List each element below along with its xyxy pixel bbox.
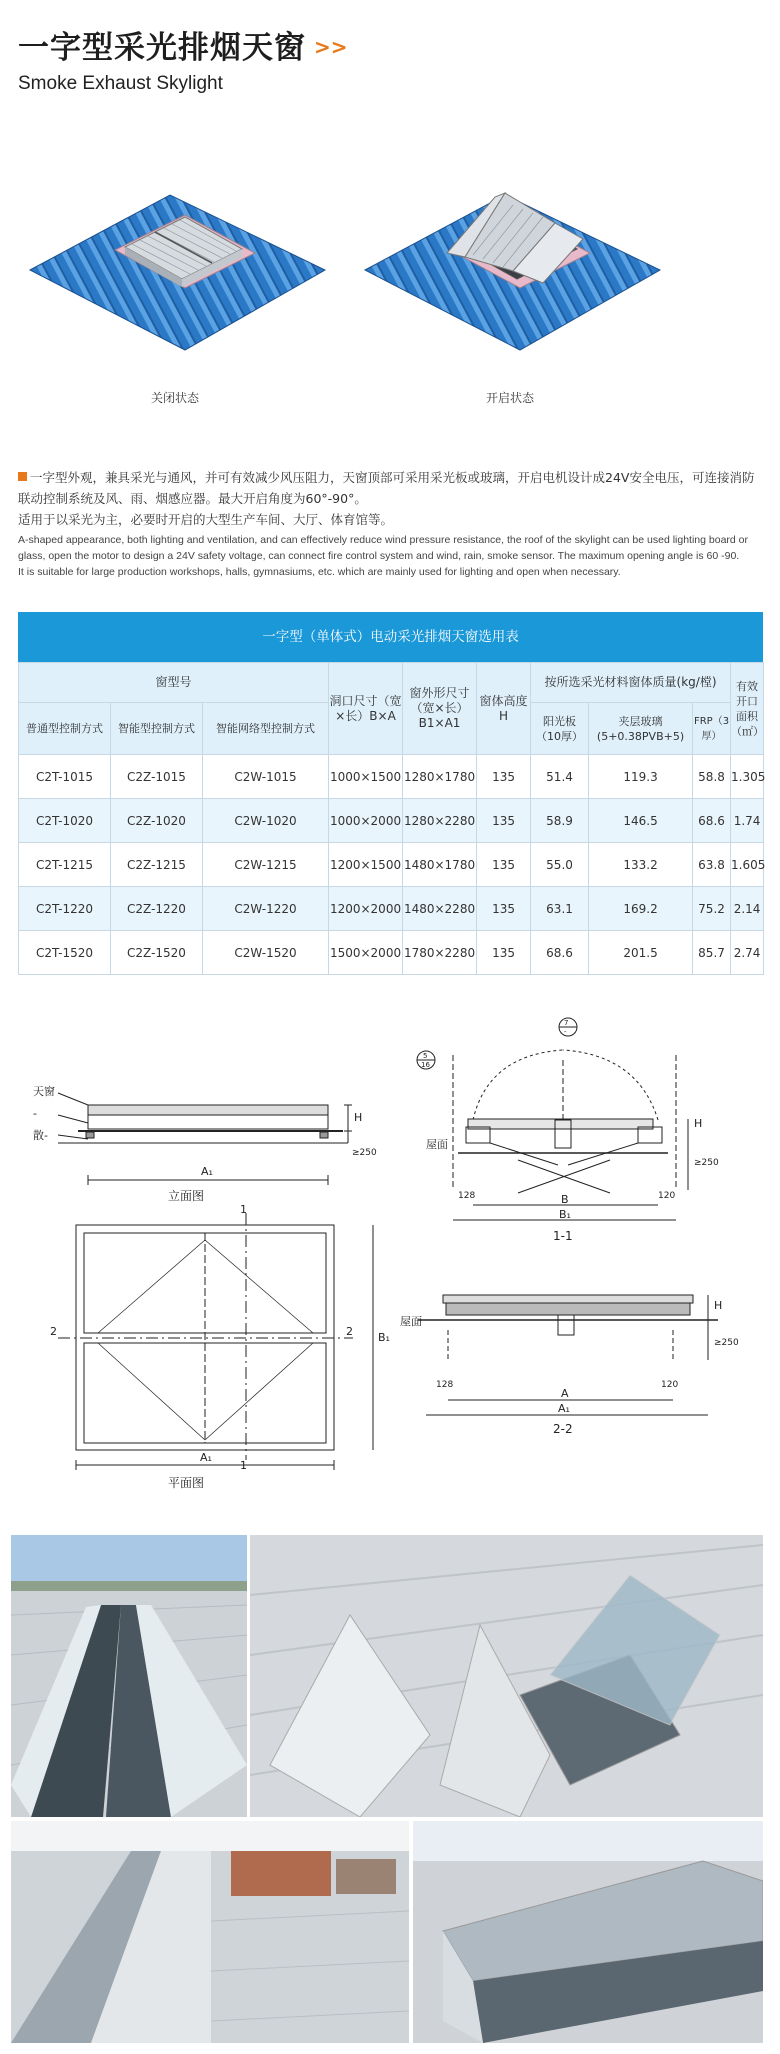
- plan-mark-1-top: 1: [240, 1203, 247, 1216]
- section11-dim-250: ≥250: [694, 1158, 719, 1168]
- col-network: 智能网络型控制方式: [203, 703, 329, 755]
- table-title: 一字型（单体式）电动采光排烟天窗选用表: [18, 612, 763, 662]
- elevation-label-bottom: 散-: [33, 1129, 48, 1142]
- photo-open-skylights-image: [250, 1535, 763, 1817]
- section22-title: 2-2: [553, 1422, 573, 1436]
- plan-mark-2-right: 2: [346, 1325, 353, 1338]
- selection-table: [18, 612, 766, 975]
- col-frp: FRP（3厚）: [693, 703, 731, 755]
- section11-dim-b: B: [561, 1193, 569, 1206]
- col-smart: 智能型控制方式: [111, 703, 203, 755]
- closed-state-illustration: [20, 175, 330, 405]
- section-1-1-drawing: [453, 1050, 688, 1220]
- section11-dim-b1: B₁: [559, 1208, 571, 1221]
- section22-dim-120: 120: [661, 1380, 679, 1390]
- table-row: C2T-1215 C2Z-1215 C2W-1215 1200×1500 1480×1780 135 55.0 133.2 63.8 1.605: [19, 843, 764, 887]
- product-photos: [11, 1535, 763, 2045]
- section11-dim-h: H: [694, 1117, 703, 1130]
- section11-circle-a-top: 7: [564, 1019, 569, 1027]
- table-row: C2T-1015 C2Z-1015 C2W-1015 1000×1500 1280×1780 135 51.4 119.3 58.8 1.305: [19, 755, 764, 799]
- section22-roof-label: 屋面: [400, 1315, 422, 1328]
- open-state-illustration: [355, 175, 665, 405]
- elevation-label-skylight: 天窗: [33, 1085, 55, 1098]
- closed-state-caption: 关闭状态: [150, 391, 199, 405]
- table-row: C2T-1520 C2Z-1520 C2W-1520 1500×2000 1780×2280 135 68.6 201.5 85.7 2.74: [19, 931, 764, 975]
- col-sun-panel: 阳光板（10厚）: [531, 703, 589, 755]
- plan-dim-b1: B₁: [378, 1331, 390, 1344]
- section22-dim-a1: A₁: [558, 1402, 570, 1415]
- photo-skylight-row-side: [413, 1821, 763, 2043]
- col-outer-size: 窗外形尺寸（宽×长）B1×A1: [403, 663, 477, 755]
- open-state-caption: 开启状态: [485, 391, 534, 405]
- col-height: 窗体高度H: [477, 663, 531, 755]
- drawings-svg: [18, 1015, 763, 1510]
- col-opening-size: 洞口尺寸（宽×长）B×A: [329, 663, 403, 755]
- photo-skylight-rows: [11, 1535, 247, 1817]
- photo-open-skylights: [250, 1535, 763, 1817]
- photo-skylight-row-side-image: [413, 1821, 763, 2043]
- photo-skylight-rows-image: [11, 1535, 247, 1817]
- section11-circle-b-top: 5: [423, 1052, 428, 1060]
- description-zh-1: 一字型外观，兼具采光与通风，并可有效减少风压阻力，天窗顶部可采用采光板或玻璃，开启电机设计成24V安全电压，可连接消防联动控制系统及风、雨、烟感应器。最大开启角度为60°-90°。: [18, 470, 755, 506]
- elevation-dim-a1: A₁: [201, 1165, 213, 1178]
- section22-dim-a: A: [561, 1387, 569, 1400]
- section11-dim-128: 128: [458, 1191, 476, 1201]
- elevation-dim-h: H: [354, 1111, 363, 1124]
- description-en-2: It is suitable for large production workshops, halls, gymnasiums, etc. which are mainly used for lighting and open when necessary.: [18, 566, 621, 578]
- spec-table: [18, 662, 764, 975]
- page-header: [18, 22, 758, 95]
- col-model: 窗型号: [19, 663, 329, 703]
- plan-dim-a1: A₁: [200, 1451, 212, 1464]
- col-weight: 按所选采光材料窗体质量(kg/樘): [531, 663, 731, 703]
- elevation-label-mid: -: [33, 1107, 37, 1120]
- description-zh-2: 适用于以采光为主，必要时开启的大型生产车间、大厅、体育馆等。: [18, 512, 394, 527]
- col-laminated: 夹层玻璃(5+0.38PVB+5): [589, 703, 693, 755]
- technical-drawings: [18, 1015, 763, 1510]
- section22-dim-h: H: [714, 1299, 723, 1312]
- plan-mark-2-left: 2: [50, 1325, 57, 1338]
- section22-dim-128: 128: [436, 1380, 454, 1390]
- section11-roof-label: 屋面: [426, 1138, 448, 1151]
- elevation-dim-250: ≥250: [352, 1148, 377, 1158]
- table-row: C2T-1020 C2Z-1020 C2W-1020 1000×2000 1280×2280 135 58.9 146.5 68.6 1.74: [19, 799, 764, 843]
- photo-skylight-factory: [11, 1821, 409, 2043]
- open-skylight-roof-graphic: [355, 175, 665, 355]
- col-normal: 普通型控制方式: [19, 703, 111, 755]
- bullet-square-icon: [18, 472, 27, 481]
- section11-circle-a-bottom: -: [564, 1028, 567, 1036]
- photo-skylight-factory-image: [11, 1821, 409, 2043]
- plan-title: 平面图: [168, 1476, 205, 1490]
- section22-dim-250: ≥250: [714, 1338, 739, 1348]
- page-title: 一字型采光排烟天窗: [18, 30, 306, 66]
- closed-skylight-roof-graphic: [20, 175, 330, 355]
- product-description: [18, 467, 763, 580]
- plan-mark-1-bottom: 1: [240, 1459, 247, 1472]
- description-en-1: A-shaped appearance, both lighting and ventilation, and can effectively reduce wind pressure resistance, the roof of the skylight can be used lighting board or glass, open the motor to design a 24V safety voltage, can connect fire control system and wind, rain, smoke sensor. The maximum opening angle is 60 -90.: [18, 534, 749, 562]
- table-row: C2T-1220 C2Z-1220 C2W-1220 1200×2000 1480×2280 135 63.1 169.2 75.2 2.14: [19, 887, 764, 931]
- section11-title: 1-1: [553, 1229, 573, 1243]
- plan-drawing: [58, 1213, 373, 1470]
- col-area: 有效开口面积（㎡）: [731, 663, 764, 755]
- elevation-title: 立面图: [168, 1189, 205, 1203]
- section11-dim-120: 120: [658, 1191, 676, 1201]
- section11-circle-b-bottom: 16: [421, 1061, 430, 1069]
- double-chevron-icon: >>: [314, 35, 348, 59]
- page-subtitle: Smoke Exhaust Skylight: [18, 73, 223, 94]
